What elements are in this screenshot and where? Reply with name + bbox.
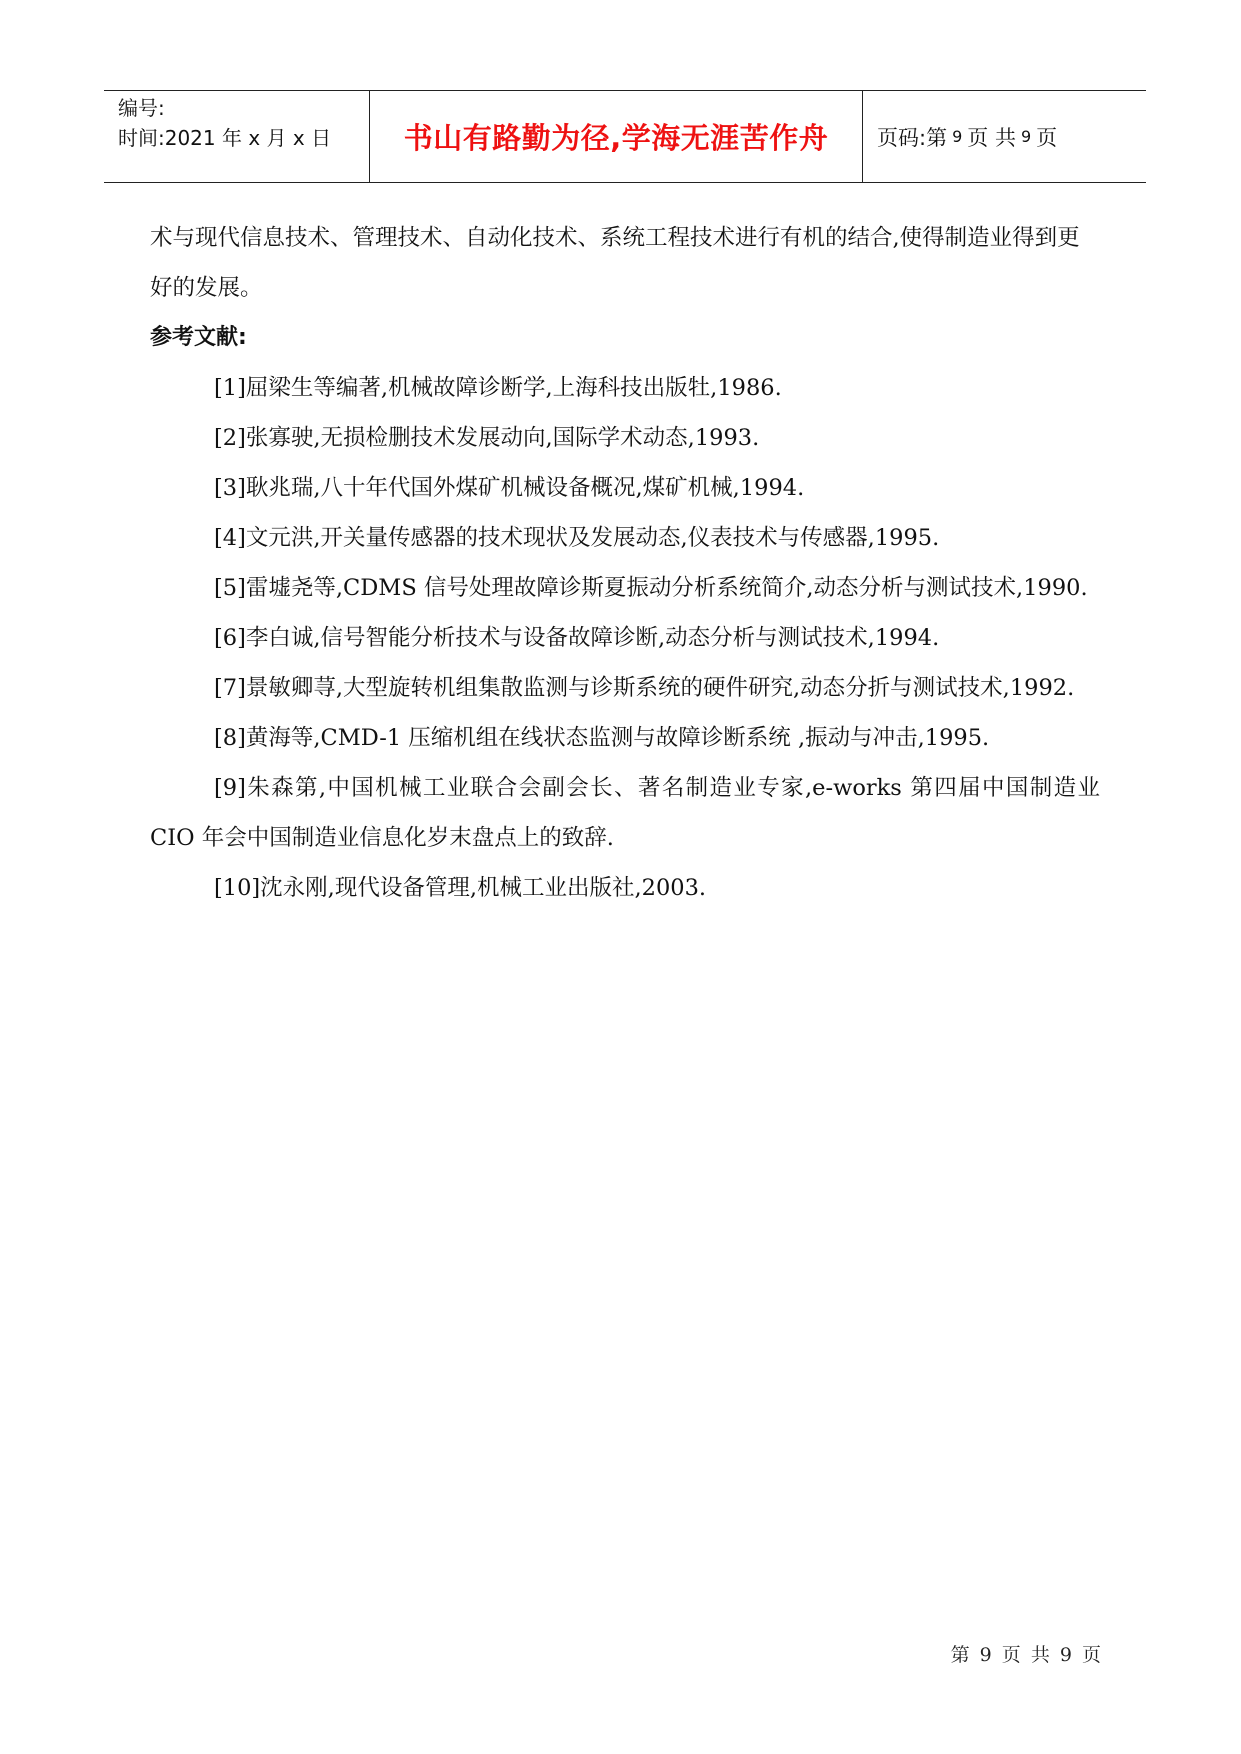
page-middle: 页 共 xyxy=(967,125,1016,150)
reference-item: [3]耿兆瑞,八十年代国外煤矿机械设备概况,煤矿机械,1994. xyxy=(214,475,805,501)
reference-item: [6]李白诚,信号智能分析技术与设备故障诊断,动态分析与测试技术,1994. xyxy=(214,625,940,651)
reference-item: [4]文元洪,开关量传感器的技术现状及发展动态,仪表技术与传感器,1995. xyxy=(214,525,940,551)
document-number-label: 编号: xyxy=(118,96,165,120)
reference-item: [8]黄海等,CMD-1 压缩机组在线状态监测与故障诊断系统 ,振动与冲击,1995. xyxy=(214,725,990,751)
reference-item: [7]景敏卿荨,大型旋转机组集散监测与诊斯系统的硬件研究,动态分折与测试技术,1992. xyxy=(214,675,1075,701)
reference-item: [1]屈梁生等编著,机械故障诊断学,上海科技出版牡,1986. xyxy=(214,375,782,401)
reference-item: [9]朱森第,中国机械工业联合会副会长、著名制造业专家,e-works 第四届中国制造业 CIO 年会中国制造业信息化岁末盘点上的致辞. xyxy=(150,775,1100,851)
header-page-number xyxy=(863,91,1146,182)
continuation-paragraph: 术与现代信息技术、管理技术、自动化技术、系统工程技术进行有机的结合,使得制造业得到更好的发展。 xyxy=(150,225,1080,301)
reference-item: [5]雷墟尧等,CDMS 信号处理故障诊斯夏振动分析系统简介,动态分析与测试技术,1990. xyxy=(214,575,1088,601)
page-current: 9 xyxy=(952,127,963,146)
reference-item: [10]沈永刚,现代设备管理,机械工业出版社,2003. xyxy=(214,875,707,901)
document-body xyxy=(150,213,1100,913)
references-heading: 参考文献: xyxy=(150,325,247,350)
document-date-label: 时间:2021 年 x 月 x 日 xyxy=(118,126,332,150)
page-total: 9 xyxy=(1020,127,1032,146)
page-footer: 第 9 页 共 9 页 xyxy=(950,1644,1101,1666)
page-prefix: 页码:第 xyxy=(877,125,948,150)
header-motto: 书山有路勤为径,学海无涯苦作舟 xyxy=(370,91,863,182)
page-header xyxy=(104,90,1146,183)
header-info-cell xyxy=(104,91,370,182)
page-suffix: 页 xyxy=(1036,125,1058,150)
reference-item: [2]张寡驶,无损检删技术发展动向,国际学术动态,1993. xyxy=(214,425,760,451)
